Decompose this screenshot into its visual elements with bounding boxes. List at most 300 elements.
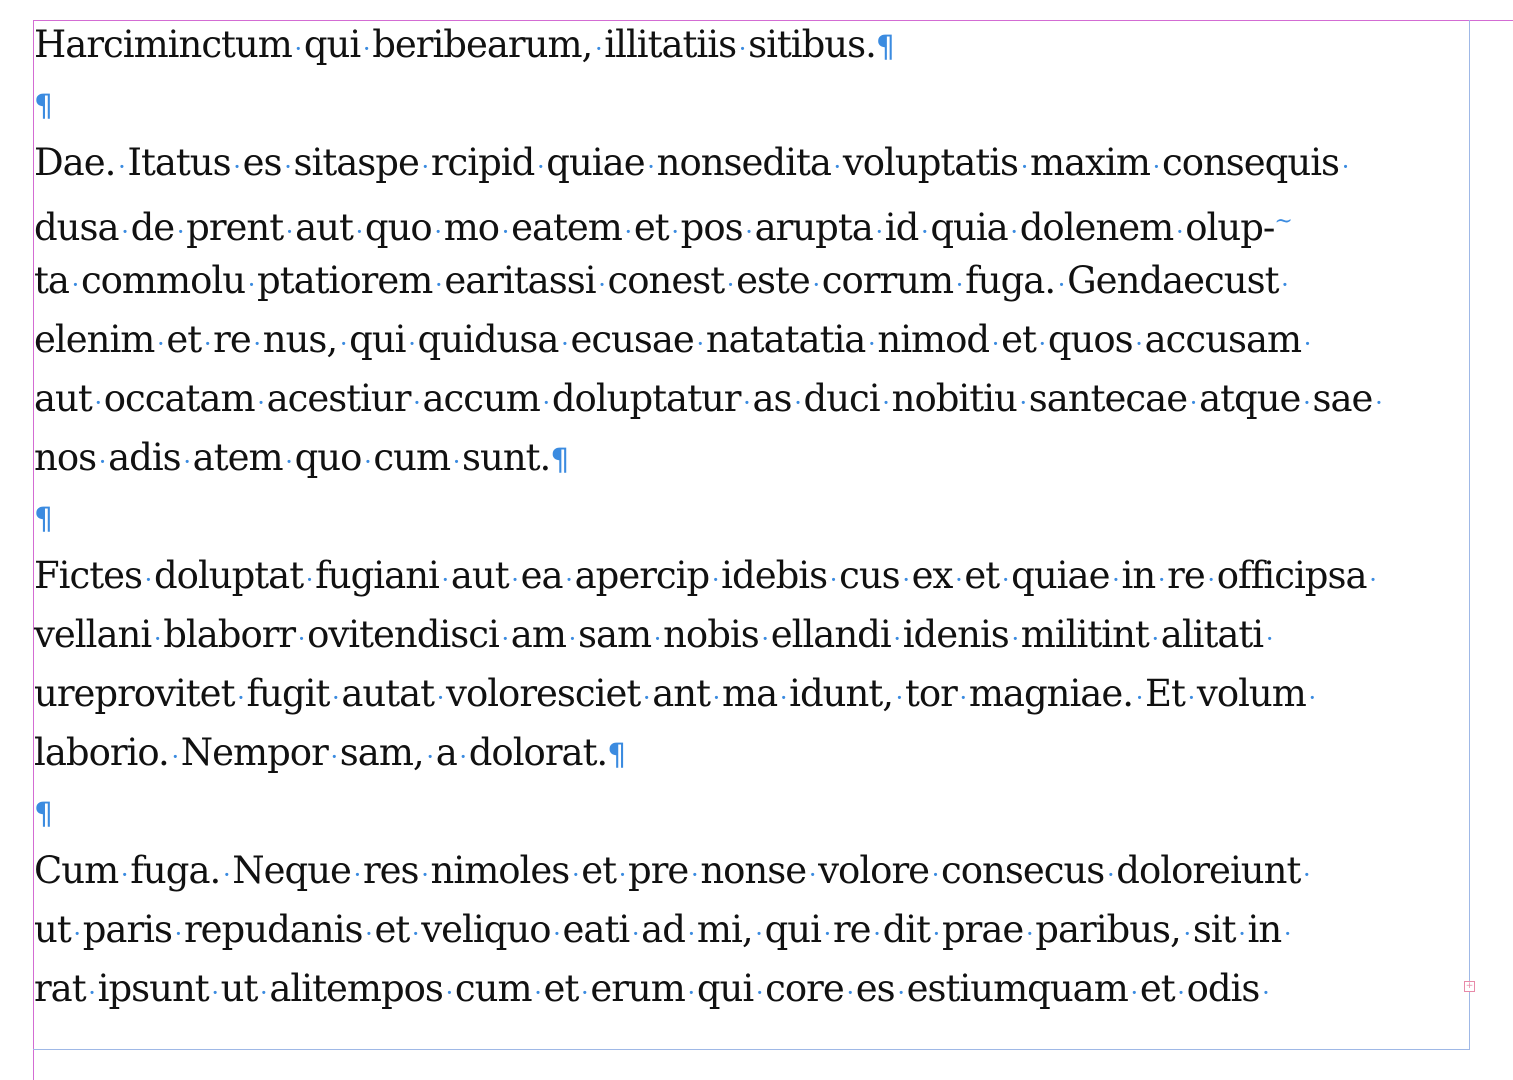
word: ellandi (770, 613, 891, 656)
word: quiae (546, 141, 645, 184)
space-dot-icon (457, 723, 469, 787)
word: alitati (1160, 613, 1264, 656)
text-line[interactable] (34, 369, 1470, 428)
text-line[interactable] (34, 428, 1470, 487)
space-dot-icon (1301, 310, 1313, 374)
space-dot-icon (118, 841, 130, 905)
space-dot-icon (282, 133, 294, 197)
space-dot-icon (292, 15, 304, 79)
word: in (1121, 554, 1156, 597)
space-dot-icon (1104, 841, 1116, 905)
space-dot-icon (685, 900, 697, 964)
space-dot-icon (96, 428, 108, 492)
space-dot-icon (1263, 605, 1275, 669)
word: et (1139, 967, 1175, 1010)
word: atem (192, 436, 283, 479)
space-dot-icon (432, 251, 444, 315)
word: accusam (1144, 318, 1302, 361)
space-dot-icon (1205, 546, 1217, 610)
space-dot-icon (563, 546, 575, 610)
space-dot-icon (629, 900, 641, 964)
word: quiae (1011, 554, 1110, 597)
word: et (964, 554, 1000, 597)
word: Itatus (127, 141, 231, 184)
space-dot-icon (930, 900, 942, 964)
word: Cum (34, 849, 119, 892)
text-frame[interactable] (34, 15, 1470, 1018)
space-dot-icon (891, 605, 903, 669)
space-dot-icon (895, 959, 907, 1023)
word: magniae. (968, 672, 1134, 715)
space-dot-icon (1367, 546, 1379, 610)
word: maxim (1030, 141, 1150, 184)
word: sam, (339, 731, 424, 774)
word: aut (450, 554, 509, 597)
word: paris (82, 908, 172, 951)
space-dot-icon (640, 664, 652, 728)
text-line[interactable] (34, 487, 1470, 546)
word: apercip (574, 554, 710, 597)
word: sitaspe (293, 141, 419, 184)
space-dot-icon (71, 900, 83, 964)
pilcrow-icon: ¶ (34, 89, 53, 124)
space-dot-icon (753, 959, 765, 1023)
text-line[interactable] (34, 900, 1470, 959)
word: alitempos (269, 967, 443, 1010)
word: pre (628, 849, 689, 892)
text-line[interactable] (34, 310, 1470, 369)
space-dot-icon (201, 310, 213, 374)
word: Nempor (180, 731, 328, 774)
word: doluptat (153, 554, 304, 597)
word: prent (186, 206, 284, 249)
word: duci (803, 377, 880, 420)
word: veliquo (421, 908, 551, 951)
word: cum (454, 967, 532, 1010)
word: corrum (821, 259, 954, 302)
word: tor (904, 672, 957, 715)
space-dot-icon (566, 605, 578, 669)
space-dot-icon (1306, 664, 1318, 728)
word: volore (818, 849, 930, 892)
space-dot-icon (351, 841, 363, 905)
space-dot-icon (69, 251, 81, 315)
space-dot-icon (685, 959, 697, 1023)
space-dot-icon (1187, 369, 1199, 433)
word: ta (34, 259, 69, 302)
text-line[interactable] (34, 723, 1470, 782)
space-dot-icon (406, 310, 418, 374)
word: ecusae (570, 318, 694, 361)
space-dot-icon (929, 841, 941, 905)
word: voluptatis (842, 141, 1019, 184)
pilcrow-icon: ¶ (34, 797, 53, 832)
word: nonse (700, 849, 807, 892)
text-line[interactable] (34, 841, 1470, 900)
text-line[interactable] (34, 664, 1470, 723)
space-dot-icon (450, 428, 462, 492)
space-dot-icon (844, 959, 856, 1023)
space-dot-icon (509, 546, 521, 610)
text-line[interactable] (34, 74, 1470, 133)
word: occatam (103, 377, 255, 420)
space-dot-icon (724, 251, 736, 315)
word: nus, (262, 318, 338, 361)
space-dot-icon (328, 723, 340, 787)
space-dot-icon (434, 664, 446, 728)
space-dot-icon (1372, 369, 1384, 433)
word: ant (652, 672, 710, 715)
space-dot-icon (1023, 900, 1035, 964)
space-dot-icon (1175, 959, 1187, 1023)
word: vellani (34, 613, 152, 656)
word: et (1001, 318, 1036, 361)
word: dusa (34, 206, 119, 249)
word: ex (911, 554, 953, 597)
word: mi, (696, 908, 753, 951)
space-dot-icon (569, 841, 581, 905)
space-dot-icon (753, 900, 765, 964)
word: sae (1312, 377, 1373, 420)
word: fuga. (130, 849, 221, 892)
word: beribearum, (372, 23, 593, 66)
space-dot-icon (953, 251, 965, 315)
word: arupta (754, 206, 873, 249)
word: natatatia (705, 318, 866, 361)
text-line[interactable] (34, 959, 1470, 1018)
space-dot-icon (741, 369, 753, 433)
text-line[interactable] (34, 546, 1470, 605)
word: erum (590, 967, 685, 1010)
space-dot-icon (151, 605, 163, 669)
word: quidusa (417, 318, 559, 361)
word: aut (295, 206, 353, 249)
word: ma (722, 672, 778, 715)
word: id (884, 206, 919, 249)
word: Harciminctum (34, 23, 292, 66)
space-dot-icon (1149, 605, 1161, 669)
word: cum (373, 436, 451, 479)
space-dot-icon (558, 310, 570, 374)
space-dot-icon (596, 251, 608, 315)
word: aut (34, 377, 92, 420)
word: laborio. (34, 731, 169, 774)
word: idebis (721, 554, 828, 597)
word: voloresciet (446, 672, 641, 715)
word: Dae. (34, 141, 116, 184)
word: militint (1020, 613, 1149, 656)
word: sunt. (462, 436, 551, 479)
word: repudanis (183, 908, 363, 951)
space-dot-icon (1259, 959, 1271, 1023)
space-dot-icon (759, 605, 771, 669)
word: quia (930, 206, 1008, 249)
word: sit (1192, 908, 1236, 951)
space-dot-icon (777, 664, 789, 728)
word: sam (577, 613, 652, 656)
word: am (510, 613, 566, 656)
word: olup- (1185, 206, 1275, 249)
word: qui (303, 23, 361, 66)
word: illitatiis (604, 23, 737, 66)
word: de (130, 206, 175, 249)
space-dot-icon (645, 133, 657, 197)
word: et (166, 318, 202, 361)
space-dot-icon (540, 369, 552, 433)
space-dot-icon (736, 15, 748, 79)
word: qui (696, 967, 754, 1010)
space-dot-icon (329, 664, 341, 728)
space-dot-icon (86, 959, 98, 1023)
space-dot-icon (443, 959, 455, 1023)
space-dot-icon (1133, 664, 1145, 728)
word: dit (882, 908, 930, 951)
word: ptatiorem (257, 259, 433, 302)
word: es (855, 967, 895, 1010)
space-dot-icon (821, 900, 833, 964)
space-dot-icon (245, 251, 257, 315)
word: elenim (34, 318, 155, 361)
space-dot-icon (337, 310, 349, 374)
word: re (1167, 554, 1205, 597)
word: prae (941, 908, 1024, 951)
pilcrow-icon: ¶ (607, 738, 626, 773)
word: nobis (663, 613, 759, 656)
space-dot-icon (92, 369, 104, 433)
space-dot-icon (831, 133, 843, 197)
space-dot-icon (1018, 133, 1030, 197)
word: qui (349, 318, 406, 361)
word: Et (1145, 672, 1185, 715)
word: consequis (1161, 141, 1340, 184)
out-port-icon[interactable]: + (1465, 981, 1474, 991)
space-dot-icon (651, 605, 663, 669)
word: pos (680, 206, 743, 249)
pilcrow-icon: ¶ (875, 30, 894, 65)
word: nonsedita (656, 141, 831, 184)
space-dot-icon (410, 369, 422, 433)
word: earitassi (444, 259, 596, 302)
word: a (435, 731, 457, 774)
space-dot-icon (616, 841, 628, 905)
space-dot-icon (424, 723, 436, 787)
space-dot-icon (534, 133, 546, 197)
word: ut (34, 908, 71, 951)
word: sitibus. (748, 23, 876, 66)
space-dot-icon (257, 959, 269, 1023)
word: nimoles (430, 849, 570, 892)
space-dot-icon (142, 546, 154, 610)
word: re (213, 318, 251, 361)
space-dot-icon (999, 546, 1011, 610)
space-dot-icon (1150, 133, 1162, 197)
space-dot-icon (1133, 310, 1145, 374)
space-dot-icon (694, 310, 706, 374)
word: Gendaecust (1067, 259, 1279, 302)
word: Neque (232, 849, 351, 892)
word: cus (839, 554, 900, 597)
space-dot-icon (900, 546, 912, 610)
word: doluptatur (551, 377, 741, 420)
word: ipsunt (97, 967, 209, 1010)
word: consecus (941, 849, 1105, 892)
space-dot-icon (827, 546, 839, 610)
word: odis (1186, 967, 1260, 1010)
space-dot-icon (1128, 959, 1140, 1023)
space-dot-icon (1109, 546, 1121, 610)
space-dot-icon (1281, 900, 1293, 964)
text-line[interactable] (34, 15, 1470, 74)
space-dot-icon (361, 428, 373, 492)
space-dot-icon (865, 310, 877, 374)
word: rcipid (430, 141, 535, 184)
word: core (765, 967, 844, 1010)
word: ovitendisci (307, 613, 499, 656)
text-line[interactable] (34, 192, 1470, 251)
space-dot-icon (551, 900, 563, 964)
space-dot-icon (810, 251, 822, 315)
space-dot-icon (688, 841, 700, 905)
space-dot-icon (893, 664, 905, 728)
word: dolenem (1019, 206, 1174, 249)
space-dot-icon (154, 310, 166, 374)
word: accum (422, 377, 540, 420)
space-dot-icon (303, 546, 315, 610)
word: quo (364, 206, 432, 249)
word: eatem (511, 206, 622, 249)
space-dot-icon (419, 133, 431, 197)
space-dot-icon (234, 664, 246, 728)
word: et (581, 849, 617, 892)
space-dot-icon (115, 133, 127, 197)
space-dot-icon (1017, 369, 1029, 433)
space-dot-icon (172, 900, 184, 964)
space-dot-icon (1339, 133, 1351, 197)
word: este (736, 259, 810, 302)
word: officipsa (1216, 554, 1367, 597)
space-dot-icon (578, 959, 590, 1023)
space-dot-icon (1236, 900, 1248, 964)
space-dot-icon (952, 546, 964, 610)
space-dot-icon (251, 310, 263, 374)
space-dot-icon (1300, 841, 1312, 905)
text-line[interactable] (34, 782, 1470, 841)
space-dot-icon (532, 959, 544, 1023)
space-dot-icon (439, 546, 451, 610)
space-dot-icon (360, 15, 372, 79)
word: santecae (1028, 377, 1188, 420)
space-dot-icon (255, 369, 267, 433)
space-dot-icon (1055, 251, 1067, 315)
word: acestiur (266, 377, 411, 420)
word: mo (443, 206, 500, 249)
word: idenis (902, 613, 1009, 656)
word: idunt, (789, 672, 893, 715)
text-line[interactable] (34, 605, 1470, 664)
space-dot-icon (880, 369, 892, 433)
space-dot-icon (1300, 369, 1312, 433)
word: blaborr (163, 613, 296, 656)
word: ureprovitet (34, 672, 235, 715)
word: rat (34, 967, 86, 1010)
word: fugit (246, 672, 330, 715)
word: commolu (80, 259, 246, 302)
space-dot-icon (871, 900, 883, 964)
word: et (543, 967, 579, 1010)
word: adis (108, 436, 181, 479)
word: conest (607, 259, 725, 302)
space-dot-icon (181, 428, 193, 492)
word: autat (341, 672, 435, 715)
word: atque (1199, 377, 1301, 420)
space-dot-icon (220, 841, 232, 905)
space-dot-icon (295, 605, 307, 669)
space-dot-icon (283, 428, 295, 492)
word: fugiani (315, 554, 439, 597)
discretionary-hyphen-icon: ~ (1274, 209, 1292, 234)
text-line[interactable] (34, 133, 1470, 192)
word: quo (294, 436, 362, 479)
word: es (242, 141, 282, 184)
space-dot-icon (409, 900, 421, 964)
word: estiumquam (906, 967, 1128, 1010)
space-dot-icon (1036, 310, 1048, 374)
pilcrow-icon: ¶ (550, 443, 569, 478)
space-dot-icon (957, 664, 969, 728)
space-dot-icon (1185, 664, 1197, 728)
word: in (1247, 908, 1282, 951)
space-dot-icon (1009, 605, 1021, 669)
space-dot-icon (419, 841, 431, 905)
word: Fictes (34, 554, 142, 597)
word: paribus, (1035, 908, 1181, 951)
space-dot-icon (710, 664, 722, 728)
space-dot-icon (1278, 251, 1290, 315)
word: nobitiu (891, 377, 1017, 420)
word: ut (220, 967, 258, 1010)
space-dot-icon (792, 369, 804, 433)
word: quos (1047, 318, 1133, 361)
word: ea (520, 554, 563, 597)
word: dolorat. (468, 731, 608, 774)
text-frame-bottom-edge[interactable] (33, 1049, 1470, 1050)
space-dot-icon (499, 605, 511, 669)
word: doloreiunt (1116, 849, 1301, 892)
space-dot-icon (1155, 546, 1167, 610)
word: ad (641, 908, 685, 951)
word: et (633, 206, 669, 249)
space-dot-icon (806, 841, 818, 905)
space-dot-icon (231, 133, 243, 197)
word: qui (764, 908, 821, 951)
word: re (832, 908, 871, 951)
word: nos (34, 436, 97, 479)
word: fuga. (965, 259, 1056, 302)
space-dot-icon (1181, 900, 1193, 964)
word: et (374, 908, 410, 951)
space-dot-icon (362, 900, 374, 964)
space-dot-icon (989, 310, 1001, 374)
word: eati (562, 908, 630, 951)
text-line[interactable] (34, 251, 1470, 310)
space-dot-icon (709, 546, 721, 610)
word: res (362, 849, 419, 892)
space-dot-icon (592, 15, 604, 79)
space-dot-icon (209, 959, 221, 1023)
word: nimod (877, 318, 990, 361)
word: volum (1196, 672, 1306, 715)
word: as (752, 377, 792, 420)
